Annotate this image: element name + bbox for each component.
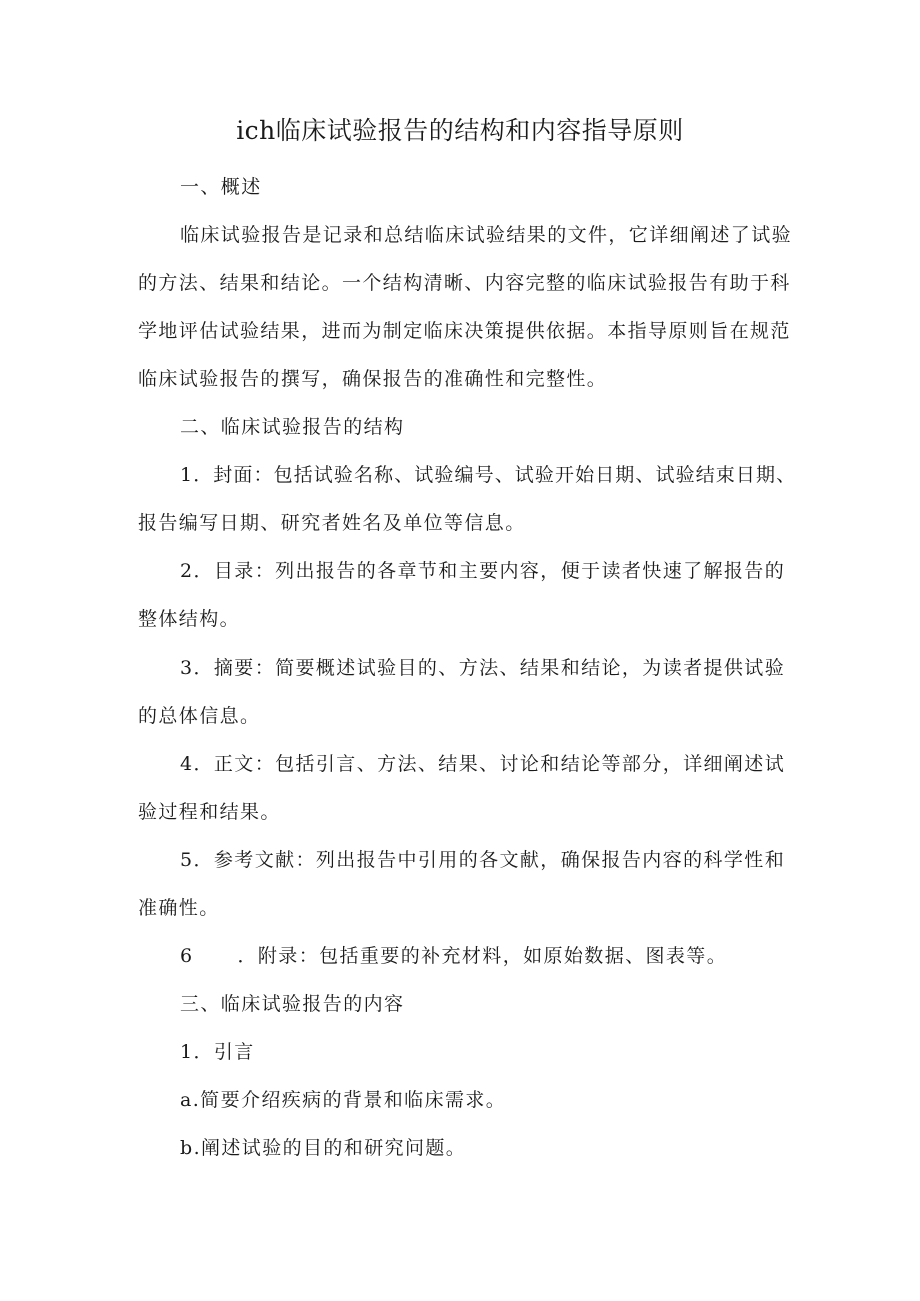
section-heading-structure: 二、临床试验报告的结构: [180, 416, 405, 438]
list-item-line: 1．封面：包括试验名称、试验编号、试验开始日期、试验结束日期、: [180, 464, 797, 486]
list-item-line: 整体结构。: [138, 608, 241, 630]
list-item-line: [180, 941, 727, 971]
list-item-line: 3．摘要：简要概述试验目的、方法、结果和结论，为读者提供试验: [180, 657, 786, 679]
list-item-line: b.阐述试验的目的和研究问题。: [180, 1137, 467, 1159]
paragraph-line: 的方法、结果和结论。一个结构清晰、内容完整的临床试验报告有助于科: [138, 272, 791, 294]
document-title: ich临床试验报告的结构和内容指导原则: [236, 116, 684, 145]
section-heading-content: 三、临床试验报告的内容: [180, 993, 405, 1015]
list-item-line: 的总体信息。: [138, 705, 261, 727]
list-item-line: 报告编写日期、研究者姓名及单位等信息。: [138, 512, 526, 534]
list-item-line: 2．目录：列出报告的各章节和主要内容，便于读者快速了解报告的: [180, 560, 786, 582]
section-heading-overview: 一、概述: [180, 176, 262, 198]
list-item-line: 准确性。: [138, 897, 220, 919]
list-item-text: ．附录：包括重要的补充材料，如原始数据、图表等。: [237, 945, 728, 967]
paragraph-line: 学地评估试验结果，进而为制定临床决策提供依据。本指导原则旨在规范: [138, 320, 791, 342]
paragraph-line: 临床试验报告的撰写，确保报告的准确性和完整性。: [138, 368, 608, 390]
list-item-line: 4．正文：包括引言、方法、结果、讨论和结论等部分，详细阐述试: [180, 753, 786, 775]
list-item-line: 5．参考文献：列出报告中引用的各文献，确保报告内容的科学性和: [180, 849, 786, 871]
paragraph-line: 临床试验报告是记录和总结临床试验结果的文件，它详细阐述了试验: [180, 224, 793, 246]
subsection-heading-introduction: 1．引言: [180, 1041, 255, 1063]
list-item-line: a.简要介绍疾病的背景和临床需求。: [180, 1089, 507, 1111]
list-item-number: 6: [180, 945, 194, 967]
list-item-line: 验过程和结果。: [138, 801, 281, 823]
